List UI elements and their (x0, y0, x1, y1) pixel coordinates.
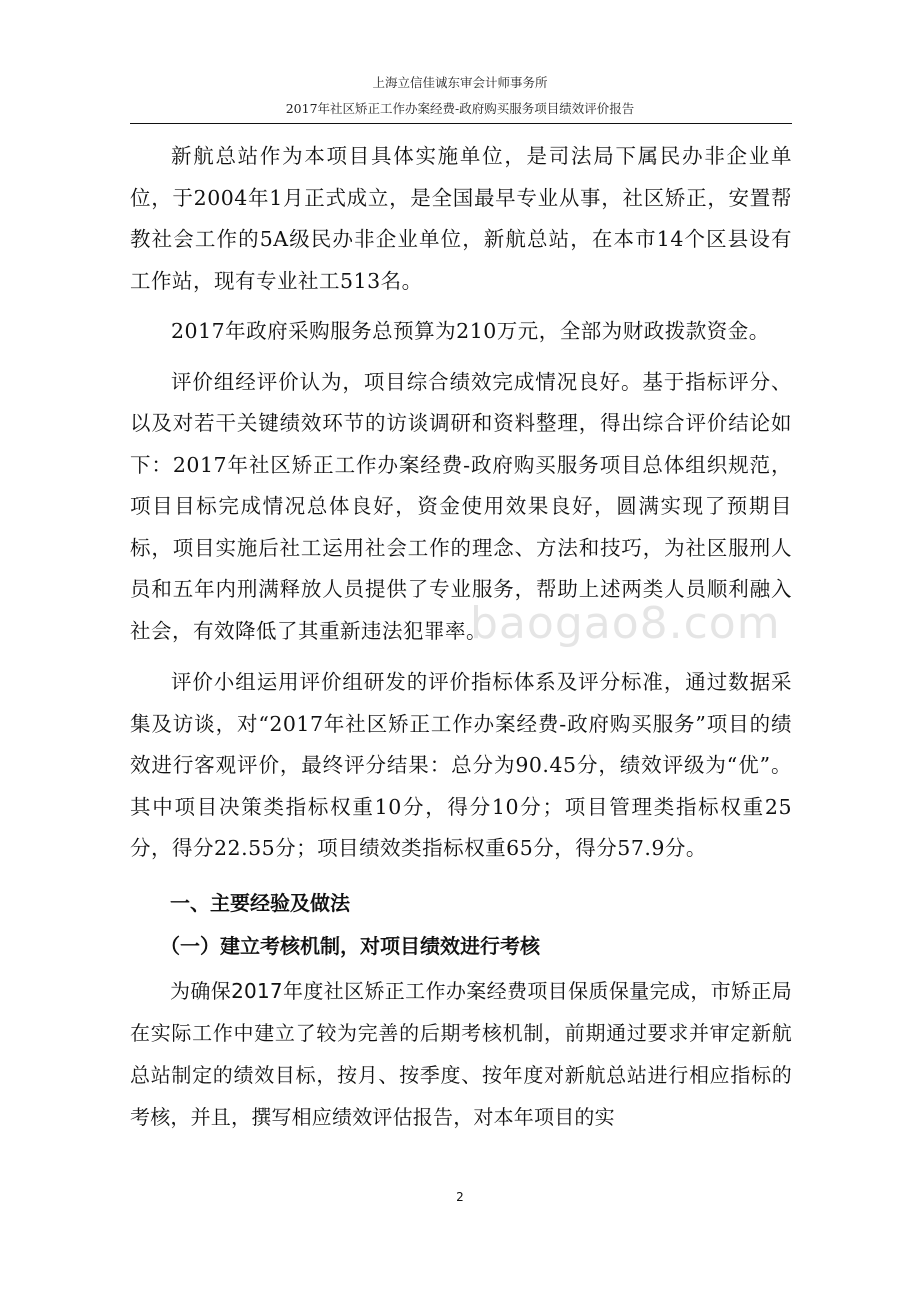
paragraph-conclusion: 评价组经评价认为，项目综合绩效完成情况良好。基于指标评分、以及对若干关键绩效环节的访谈调研和资料整理，得出综合评价结论如下：2017年社区矫正工作办案经费-政府购买服务项目总体组织规范，项目目标完成情况总体良好，资金使用效果良好，圆满实现了预期目标，项目实施后社工运用社会工作的理念、方法和技巧，为社区服刑人员和五年内刑满释放人员提供了专业服务，帮助上述两类人员顺利融入社会，有效降低了其重新违法犯罪率。 (130, 369, 792, 643)
watermark: baogao8.com (470, 598, 781, 649)
header-report-title: 2017年社区矫正工作办案经费-政府购买服务项目绩效评价报告 (285, 101, 635, 116)
heading-assessment-mechanism: （一）建立考核机制，对项目绩效进行考核 (160, 933, 540, 958)
paragraph-assessment: 为确保2017年度社区矫正工作办案经费项目保质保量完成，市矫正局在实际工作中建立了较为完善的后期考核机制，前期通过要求并审定新航总站制定的绩效目标，按月、按季度、按年度对新航总站进行相应指标的考核，并且，撰写相应绩效评估报告，对本年项目的实 (130, 978, 792, 1129)
document-body (130, 136, 792, 1138)
header-rule (130, 123, 792, 124)
paragraph-scores: 评价小组运用评价组研发的评价指标体系及评分标准，通过数据采集及访谈，对“2017年社区矫正工作办案经费-政府购买服务”项目的绩效进行客观评价，最终评分结果：总分为90.45分，绩效评级为“优”。其中项目决策类指标权重10分，得分10分；项目管理类指标权重25分，得分22.55分；项目绩效类指标权重65分，得分57.9分。 (130, 670, 792, 860)
heading-main-experience: 一、主要经验及做法 (170, 890, 350, 915)
header-company: 上海立信佳诚东审会计师事务所 (372, 75, 548, 90)
paragraph-implementer: 新航总站作为本项目具体实施单位，是司法局下属民办非企业单位，于2004年1月正式成立，是全国最早专业从事，社区矫正，安置帮教社会工作的5A级民办非企业单位，新航总站，在本市14个区县设有工作站，现有专业社工513名。 (130, 144, 792, 293)
paragraph-budget: 2017年政府采购服务总预算为210万元，全部为财政拨款资金。 (171, 319, 770, 343)
page-number: 2 (456, 1190, 464, 1204)
